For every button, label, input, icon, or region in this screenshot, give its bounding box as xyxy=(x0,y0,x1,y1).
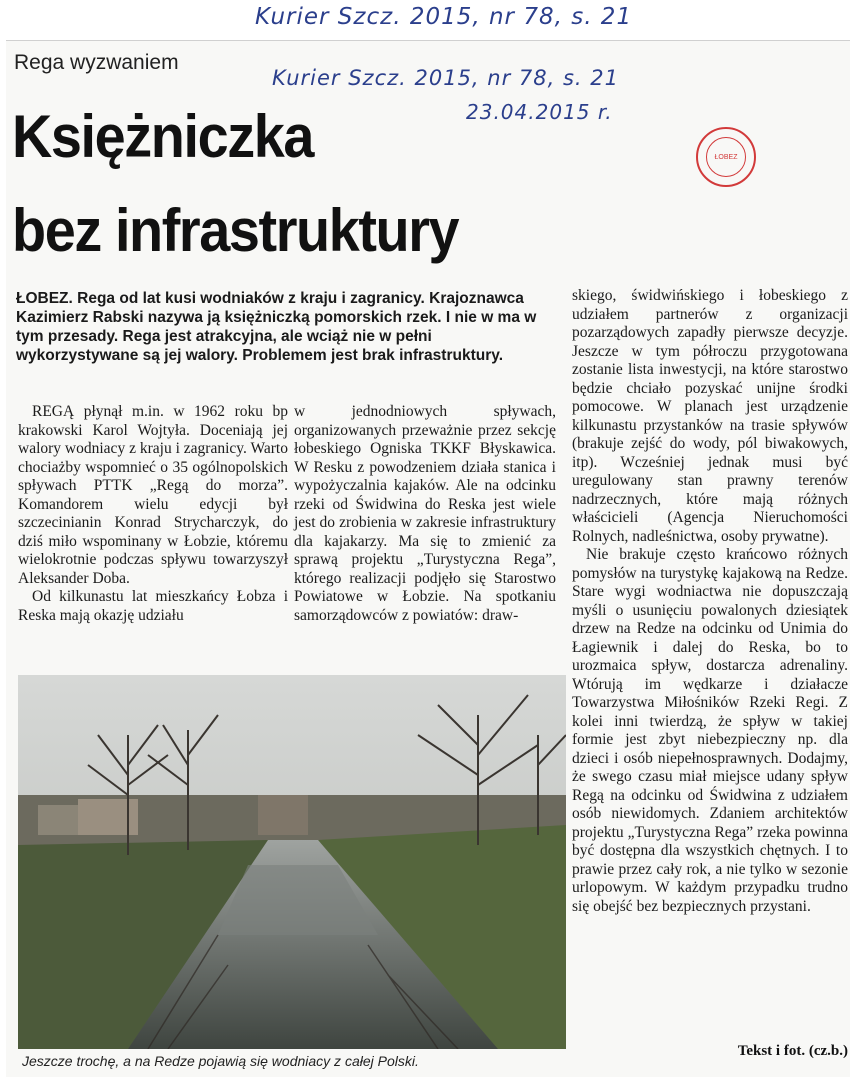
article-lead xyxy=(16,289,556,365)
author-credit: Tekst i fot. (cz.b.) xyxy=(737,1043,848,1059)
headline-line-1: Księżniczka xyxy=(12,103,314,170)
handwritten-source-note-top: Kurier Szcz. 2015, nr 78, s. 21 xyxy=(255,4,633,30)
paragraph: Od kilkunastu lat mieszkańcy Łobza i Reska mają okazję udziału xyxy=(18,588,288,624)
article-column-3 xyxy=(572,287,848,916)
newspaper-clipping xyxy=(6,40,850,1077)
paragraph: w jednodniowych spływach, organizowanych przeważnie przez sekcję łobeskiego Ogniska TKKF Błyskawica. W Resku z powodzeniem działa stanica i wypożyczalnia kajaków. Ale na odcinku rzeki od Świdwina do Reska jest wiele jest do zrobienia w zakresie infrastruktury dla kajakarzy. Ma się to zmienić za sprawą projektu „Turystyczna Rega”, którego realizacji podjęło się Starostwo Powiatowe w Łobzie. Na spotkaniu samorządowców z powiatów: draw- xyxy=(294,403,556,624)
headline-line-2: bez infrastruktury xyxy=(12,197,459,264)
handwritten-reference-note: Kurier Szcz. 2015, nr 78, s. 21 xyxy=(272,66,619,90)
paragraph: Nie brakuje często krańcowo różnych pomysłów na turystykę kajakową na Redze. Stare wygi wodniactwa nie dopuszczają myśli o usunięciu powalonych dziesiątek drzew na Redze na odcinku od Unimia do Łagiewnik i dalej do Reska, bo to urozmaica spływ, dostarcza adrenaliny. Wtórują im wędkarze i działacze Towarzystwa Miłośników Rzeki Regi. Z kolei inni twierdzą, że spływ w takiej formie jest zbyt niebezpieczny np. dla dzieci i osób niepełnosprawnych. Dodajmy, że swego czasu miał miejsce udany spływ Regą na odcinku od Świdwina z udziałem osób niewidomych. Zdaniem architektów projektu „Turystyczna Rega” rzeka powinna być dostępna dla wszystkich chętnych. I to prawie przez cały rok, a nie tylko w sezonie urlopowym. W każdym przypadku trudno się obejść bez bezpiecznych przystani. xyxy=(572,546,848,915)
lead-text: ŁOBEZ. Rega od lat kusi wodniaków z kraju i zagranicy. Krajoznawca Kazimierz Rabski nazywa ją księżniczką pomorskich rzek. I nie w ma w tym przesady. Rega jest atrakcyjna, ale wciąż nie w pełni wykorzystywane są jej walory. Problemem jest brak infrastruktury. xyxy=(16,290,537,364)
section-label: Rega wyzwaniem xyxy=(14,51,179,74)
paragraph: skiego, świdwińskiego i łobeskiego z udziałem partnerów z organizacji pozarządowych zapadły pierwsze decyzje. Jeszcze w tym półroczu przygotowana zostanie lista inwestycji, na które starostwo będzie chciało pozyskać unijne środki pomocowe. W planach jest urządzenie kilkunastu przystanków na trasie spływów (brakuje zejść do wody, pól biwakowych, itp). Wcześniej jednak musi być uregulowany stan prawny terenów nadrzecznych, które mają różnych właścicieli (Agencja Nieruchomości Rolnych, nadleśnictwa, osoby prywatne). xyxy=(572,287,848,545)
paragraph: REGĄ płynął m.in. w 1962 roku bp krakowski Karol Wojtyła. Doceniają jej walory wodniacy z kraju i zagranicy. Warto chociażby wspomnieć o 35 ogólnopolskich spływach PTTK „Regą do morza”. Komandorem wielu edycji był szczecinianin Konrad Strycharczyk, do dziś miło wspominany w Łobzie, któremu wielokrotnie podczas spływu towarzyszył Aleksander Doba. xyxy=(18,403,288,587)
article-column-2 xyxy=(294,403,556,625)
library-stamp xyxy=(696,127,756,187)
handwritten-date-note: 23.04.2015 r. xyxy=(466,100,613,124)
river-photo xyxy=(18,675,566,1049)
article-column-1 xyxy=(18,403,288,625)
photo-caption: Jeszcze trochę, a na Redze pojawią się wodniacy z całej Polski. xyxy=(22,1053,419,1069)
stamp-text: ŁOBEZ xyxy=(714,153,738,161)
